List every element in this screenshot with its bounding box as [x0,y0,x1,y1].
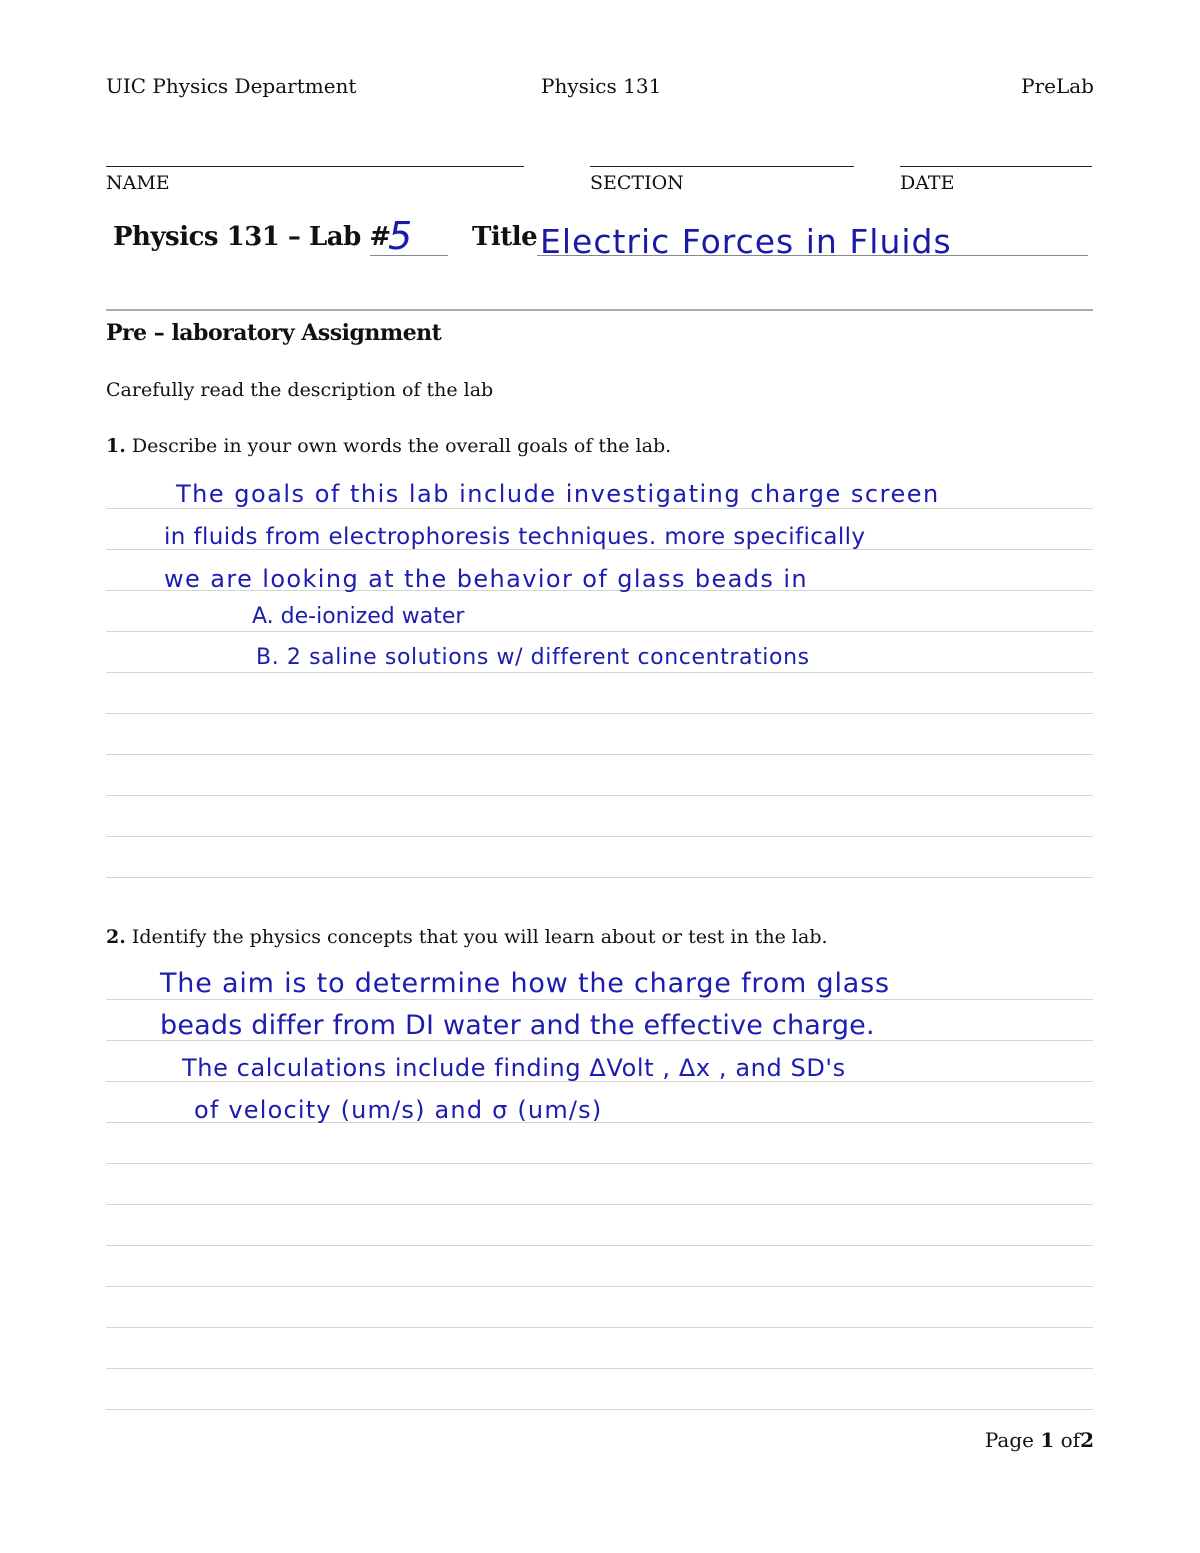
answer-rule [106,631,1093,632]
answer-rule [106,713,1093,714]
answer-rule [106,999,1093,1000]
answer-rule [106,795,1093,796]
answer-rule [106,1286,1093,1287]
answer-rule [106,1245,1093,1246]
answer-1-line-1[interactable]: The goals of this lab include investigating charge screen [176,480,940,508]
answer-rule [106,1368,1093,1369]
title-value[interactable]: Electric Forces in Fluids [540,222,952,261]
answer-1-line-2[interactable]: in fluids from electrophoresis techniques. more specifically [164,524,866,550]
answer-2-line-3[interactable]: The calculations include finding ΔVolt , Δx , and SD's [182,1054,846,1082]
header-department: UIC Physics Department [106,74,357,98]
assignment-instruction: Carefully read the description of the lab [106,379,494,401]
question-1-number: 1. [106,435,126,457]
answer-rule [106,836,1093,837]
answer-2-line-1[interactable]: The aim is to determine how the charge from glass [160,968,890,999]
assignment-heading: Pre – laboratory Assignment [106,320,442,346]
answer-rule [106,877,1093,878]
answer-rule [106,1163,1093,1164]
section-divider [106,309,1093,311]
answer-2-line-4[interactable]: of velocity (um/s) and σ (um/s) [194,1096,603,1124]
question-1 [106,435,671,457]
name-field-line[interactable] [106,166,524,167]
section-field-line[interactable] [590,166,854,167]
question-1-text: Describe in your own words the overall goals of the lab. [131,435,672,457]
name-label: NAME [106,172,170,194]
answer-rule [106,672,1093,673]
answer-rule [106,1409,1093,1410]
title-label: Title [472,222,538,252]
date-label: DATE [900,172,955,194]
question-2-number: 2. [106,926,126,948]
page-number [985,1428,1094,1452]
answer-2-line-2[interactable]: beads differ from DI water and the effective charge. [160,1010,875,1041]
of-word: of [1060,1428,1081,1452]
header-type: PreLab [1021,74,1094,98]
page-current: 1 [1040,1428,1055,1452]
page-word: Page [984,1428,1034,1452]
answer-rule [106,508,1093,509]
answer-rule [106,1204,1093,1205]
page-total: 2 [1080,1428,1094,1452]
answer-rule [106,754,1093,755]
lab-number[interactable]: 5 [388,214,413,258]
question-2-text: Identify the physics concepts that you will learn about or test in the lab. [131,926,828,948]
section-label: SECTION [590,172,684,194]
question-2 [106,926,828,948]
answer-1-line-4[interactable]: A. de-ionized water [252,604,465,629]
answer-1-line-3[interactable]: we are looking at the behavior of glass beads in [164,565,809,593]
header-course: Physics 131 [541,74,662,98]
lab-prefix: Physics 131 – Lab # [113,222,391,252]
answer-rule [106,1327,1093,1328]
date-field-line[interactable] [900,166,1092,167]
answer-1-line-5[interactable]: B. 2 saline solutions w/ different concentrations [256,645,810,670]
